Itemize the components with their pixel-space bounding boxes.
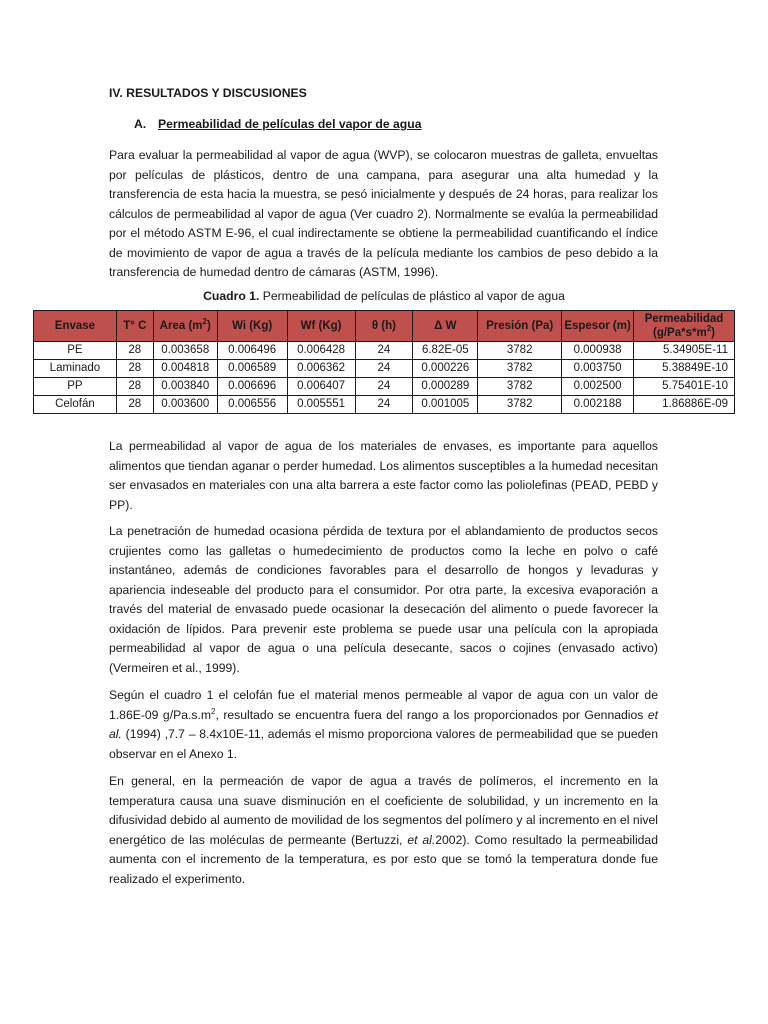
paragraph-4: Según el cuadro 1 el celofán fue el material menos permeable al vapor de agua con un valor de 1.86E-09 $g/Pa.s.m^2$, resultado se encuentra fuera del rango a los proporcionados por Gennadios et al. (1994) ,7.7 – 8.4x10E-11, además el mismo proporciona valores de permeabilidad que se pueden observar en el Anexo 1.: [109, 688, 658, 761]
cell-area: 0.003658: [153, 342, 217, 360]
cell-theta: 24: [355, 378, 413, 396]
cell-envase: PP: [34, 378, 117, 396]
cell-temperature: 28: [116, 360, 153, 378]
cell-envase: Celofán: [34, 396, 117, 414]
cell-espesor: 0.002500: [562, 378, 634, 396]
cell-wi: 0.006589: [217, 360, 287, 378]
table-header-row: [34, 311, 735, 342]
cell-delta-w: 6.82E-05: [413, 342, 478, 360]
header-wi: Wi (Kg): [217, 311, 287, 342]
cell-temperature: 28: [116, 378, 153, 396]
cell-presion: 3782: [478, 342, 562, 360]
cell-wi: 0.006556: [217, 396, 287, 414]
table-caption-number: Cuadro 1.: [203, 289, 260, 303]
cell-presion: 3782: [478, 396, 562, 414]
cell-presion: 3782: [478, 360, 562, 378]
subsection-heading: [134, 115, 654, 135]
paragraph-3: La penetración de humedad ocasiona pérdida de textura por el ablandamiento de productos secos crujientes como las galletas o humedecimiento de productos como la leche en polvo o café instantáneo, además de condiciones favorables para el desarrollo de hongos y levaduras y apariencia indeseable del producto para el consumidor. Por otra parte, la excesiva evaporación a través del material de envasado puede ocasionar la desecación del alimento o puede favorecer la oxidación de lípidos. Para prevenir este problema se puede usar una película con la apropiada permeabilidad al vapor de agua o una película desecante, sacos o cojines (envasado activo) (Vermeiren et al., 1999).: [109, 524, 658, 675]
cell-delta-w: 0.000226: [413, 360, 478, 378]
cell-espesor: 0.003750: [562, 360, 634, 378]
table-row: [34, 396, 735, 414]
cell-wf: 0.006428: [287, 342, 355, 360]
paragraph-5: En general, en la permeación de vapor de agua a través de polímeros, el incremento en la temperatura causa una suave disminución en el coeficiente de solubilidad, y un incremento en la difusividad debido al aumento de movilidad de los segmentos del polímero y al incremento en el nivel energético de las moléculas de permeante (Bertuzzi, et al.2002). Como resultado la permeabilidad aumenta con el incremento de la temperatura, es por esto que se tomó la temperatura donde fue realizado el experimento.: [109, 774, 658, 886]
subsection-title: Permeabilidad de películas del vapor de agua: [158, 117, 422, 131]
cell-temperature: 28: [116, 396, 153, 414]
cell-envase: Laminado: [34, 360, 117, 378]
subsection-letter: A.: [134, 117, 147, 131]
cell-espesor: 0.000938: [562, 342, 634, 360]
cell-wf: 0.006407: [287, 378, 355, 396]
table-caption-text: Permeabilidad de películas de plástico al vapor de agua: [259, 289, 565, 303]
cell-permeabilidad: 5.75401E-10: [634, 378, 735, 396]
header-area: Area $(m^2)$: [153, 311, 217, 342]
header-wf: Wf (Kg): [287, 311, 355, 342]
cell-wf: 0.005551: [287, 396, 355, 414]
cell-espesor: 0.002188: [562, 396, 634, 414]
paragraph-1: Para evaluar la permeabilidad al vapor de agua (WVP), se colocaron muestras de galleta, envueltas por películas de plásticos, dentro de una campana, para asegurar una alta humedad y la transferencia de esta hacia la muestra, se pesó inicialmente y después de 24 horas, para realizar los cálculos de permeabilidad al vapor de agua (Ver cuadro 2). Normalmente se evalúa la permeabilidad por el método ASTM E-96, el cual indirectamente se obtiene la permeabilidad cuantificando el índice de movimiento de vapor de agua a través de la película mediante los cambios de peso debido a la transferencia de humedad dentro de cámaras (ASTM, 1996).: [109, 148, 658, 279]
cell-delta-w: 0.001005: [413, 396, 478, 414]
header-permeabilidad: Permeabilidad $(g/Pa*s*m^2)$: [634, 311, 735, 342]
cell-permeabilidad: 5.38849E-10: [634, 360, 735, 378]
cell-permeabilidad: 1.86886E-09: [634, 396, 735, 414]
table-row: [34, 360, 735, 378]
section-heading: IV. RESULTADOS Y DISCUSIONES: [109, 86, 307, 100]
cell-wi: 0.006696: [217, 378, 287, 396]
table-row: [34, 378, 735, 396]
cell-theta: 24: [355, 360, 413, 378]
cell-envase: PE: [34, 342, 117, 360]
cell-permeabilidad: 5.34905E-11: [634, 342, 735, 360]
header-theta: θ (h): [355, 311, 413, 342]
cell-delta-w: 0.000289: [413, 378, 478, 396]
paragraph-2: La permeabilidad al vapor de agua de los materiales de envases, es importante para aquellos alimentos que tiendan aganar o perder humedad. Los alimentos susceptibles a la humedad necesitan ser envasados en materiales con una alta barrera a este factor como las poliolefinas (PEAD, PEBD y PP).: [109, 439, 658, 512]
table-row: [34, 342, 735, 360]
cell-theta: 24: [355, 396, 413, 414]
cell-wi: 0.006496: [217, 342, 287, 360]
cell-area: 0.003840: [153, 378, 217, 396]
cell-presion: 3782: [478, 378, 562, 396]
header-espesor: Espesor (m): [562, 311, 634, 342]
cell-temperature: 28: [116, 342, 153, 360]
header-presion: Presión (Pa): [478, 311, 562, 342]
header-temperature: T° C: [116, 311, 153, 342]
header-envase: Envase: [34, 311, 117, 342]
table-caption: [34, 289, 734, 303]
permeability-table: [33, 310, 735, 414]
cell-wf: 0.006362: [287, 360, 355, 378]
cell-area: 0.004818: [153, 360, 217, 378]
header-delta-w: Δ W: [413, 311, 478, 342]
cell-theta: 24: [355, 342, 413, 360]
cell-area: 0.003600: [153, 396, 217, 414]
